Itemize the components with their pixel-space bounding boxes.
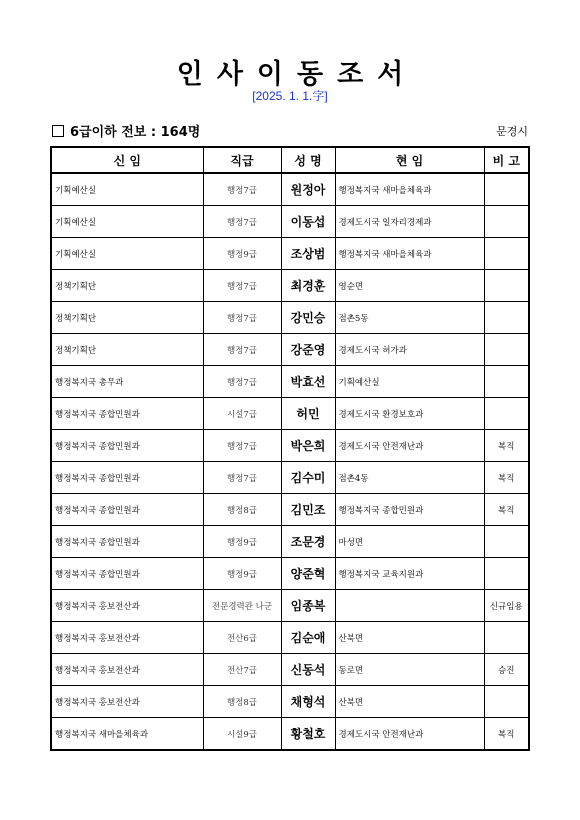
cell-new-post: 기획예산실 [51,238,203,270]
cell-current-post: 기획예산실 [335,366,484,398]
cell-name: 박은희 [281,430,335,462]
table-row [51,462,529,494]
cell-current-post: 행정복지국 교육지원과 [335,558,484,590]
cell-current-post: 경제도시국 일자리경제과 [335,206,484,238]
cell-name: 양준혁 [281,558,335,590]
cell-name: 채형석 [281,686,335,718]
cell-name: 박효선 [281,366,335,398]
cell-grade: 전산6급 [203,622,281,654]
cell-name: 조문경 [281,526,335,558]
cell-name: 원정아 [281,173,335,206]
header-note: 비 고 [484,147,529,173]
cell-grade: 행정8급 [203,494,281,526]
header-current-post: 현 임 [335,147,484,173]
cell-note [484,526,529,558]
cell-note: 복직 [484,462,529,494]
cell-note: 복직 [484,494,529,526]
header-new-post: 신 임 [51,147,203,173]
cell-new-post: 기획예산실 [51,173,203,206]
table-row [51,494,529,526]
cell-new-post: 정책기획단 [51,270,203,302]
cell-new-post: 정책기획단 [51,334,203,366]
cell-note [484,398,529,430]
personnel-table [50,146,530,751]
cell-grade: 행정7급 [203,206,281,238]
table-row [51,173,529,206]
table-row [51,270,529,302]
cell-current-post: 경제도시국 허가과 [335,334,484,366]
table-row [51,718,529,751]
cell-new-post: 기획예산실 [51,206,203,238]
cell-current-post: 영순면 [335,270,484,302]
table-row [51,398,529,430]
cell-new-post: 행정복지국 홍보전산과 [51,622,203,654]
cell-current-post: 경제도시국 안전재난과 [335,718,484,751]
cell-new-post: 행정복지국 종합민원과 [51,430,203,462]
cell-name: 김민조 [281,494,335,526]
cell-grade: 행정7급 [203,366,281,398]
cell-note [484,173,529,206]
cell-grade: 행정9급 [203,238,281,270]
cell-new-post: 행정복지국 총무과 [51,366,203,398]
header-grade: 직급 [203,147,281,173]
cell-note: 승진 [484,654,529,686]
cell-new-post: 행정복지국 새마을체육과 [51,718,203,751]
table-row [51,366,529,398]
cell-grade: 행정8급 [203,686,281,718]
cell-note [484,270,529,302]
cell-current-post: 점촌5동 [335,302,484,334]
cell-grade: 행정7급 [203,430,281,462]
cell-note [484,206,529,238]
cell-note [484,366,529,398]
cell-new-post: 행정복지국 홍보전산과 [51,654,203,686]
cell-name: 신동석 [281,654,335,686]
cell-note: 복직 [484,430,529,462]
cell-note: 복직 [484,718,529,751]
cell-name: 조상범 [281,238,335,270]
cell-name: 임종복 [281,590,335,622]
table-row [51,238,529,270]
cell-name: 이동섭 [281,206,335,238]
table-row [51,654,529,686]
cell-name: 강준영 [281,334,335,366]
cell-grade: 행정7급 [203,270,281,302]
table-row [51,302,529,334]
cell-new-post: 행정복지국 종합민원과 [51,558,203,590]
organization-name: 문경시 [496,125,528,138]
cell-grade: 전문경력관 나군 [203,590,281,622]
cell-current-post: 행정복지국 새마을체육과 [335,238,484,270]
cell-name: 김순애 [281,622,335,654]
table-row [51,206,529,238]
cell-grade: 행정7급 [203,302,281,334]
cell-note [484,238,529,270]
table-row [51,430,529,462]
cell-grade: 행정9급 [203,558,281,590]
document-date: [2025. 1. 1.字] [252,89,328,103]
section-label: 6급이하 전보 : 164명 [70,125,201,140]
cell-name: 허민 [281,398,335,430]
cell-current-post: 산북면 [335,622,484,654]
cell-grade: 시설9급 [203,718,281,751]
cell-new-post: 행정복지국 종합민원과 [51,462,203,494]
cell-current-post: 경제도시국 안전재난과 [335,430,484,462]
cell-name: 김수미 [281,462,335,494]
cell-grade: 행정7급 [203,334,281,366]
cell-note [484,302,529,334]
cell-current-post: 산북면 [335,686,484,718]
cell-current-post [335,590,484,622]
header-name: 성 명 [281,147,335,173]
cell-name: 강민승 [281,302,335,334]
checkbox-square-icon [52,125,64,137]
cell-current-post: 경제도시국 환경보호과 [335,398,484,430]
cell-name: 최경훈 [281,270,335,302]
table-row [51,686,529,718]
cell-current-post: 동로면 [335,654,484,686]
table-row [51,622,529,654]
table-row [51,526,529,558]
cell-note [484,686,529,718]
table-header-row [51,147,529,173]
cell-grade: 전산7급 [203,654,281,686]
cell-note [484,558,529,590]
cell-grade: 시설7급 [203,398,281,430]
cell-grade: 행정9급 [203,526,281,558]
document-title: 인사이동조서 [176,59,418,90]
cell-current-post: 마성면 [335,526,484,558]
cell-new-post: 행정복지국 종합민원과 [51,526,203,558]
cell-note [484,622,529,654]
cell-name: 황철호 [281,718,335,751]
cell-note [484,334,529,366]
cell-grade: 행정7급 [203,173,281,206]
cell-current-post: 행정복지국 새마을체육과 [335,173,484,206]
table-row [51,590,529,622]
cell-new-post: 행정복지국 홍보전산과 [51,686,203,718]
cell-new-post: 행정복지국 종합민원과 [51,494,203,526]
table-row [51,334,529,366]
cell-new-post: 행정복지국 종합민원과 [51,398,203,430]
cell-new-post: 행정복지국 홍보전산과 [51,590,203,622]
section-heading [52,121,200,140]
cell-current-post: 행정복지국 종합민원과 [335,494,484,526]
cell-new-post: 정책기획단 [51,302,203,334]
table-row [51,558,529,590]
cell-grade: 행정7급 [203,462,281,494]
cell-note: 신규임용 [484,590,529,622]
cell-current-post: 점촌4동 [335,462,484,494]
